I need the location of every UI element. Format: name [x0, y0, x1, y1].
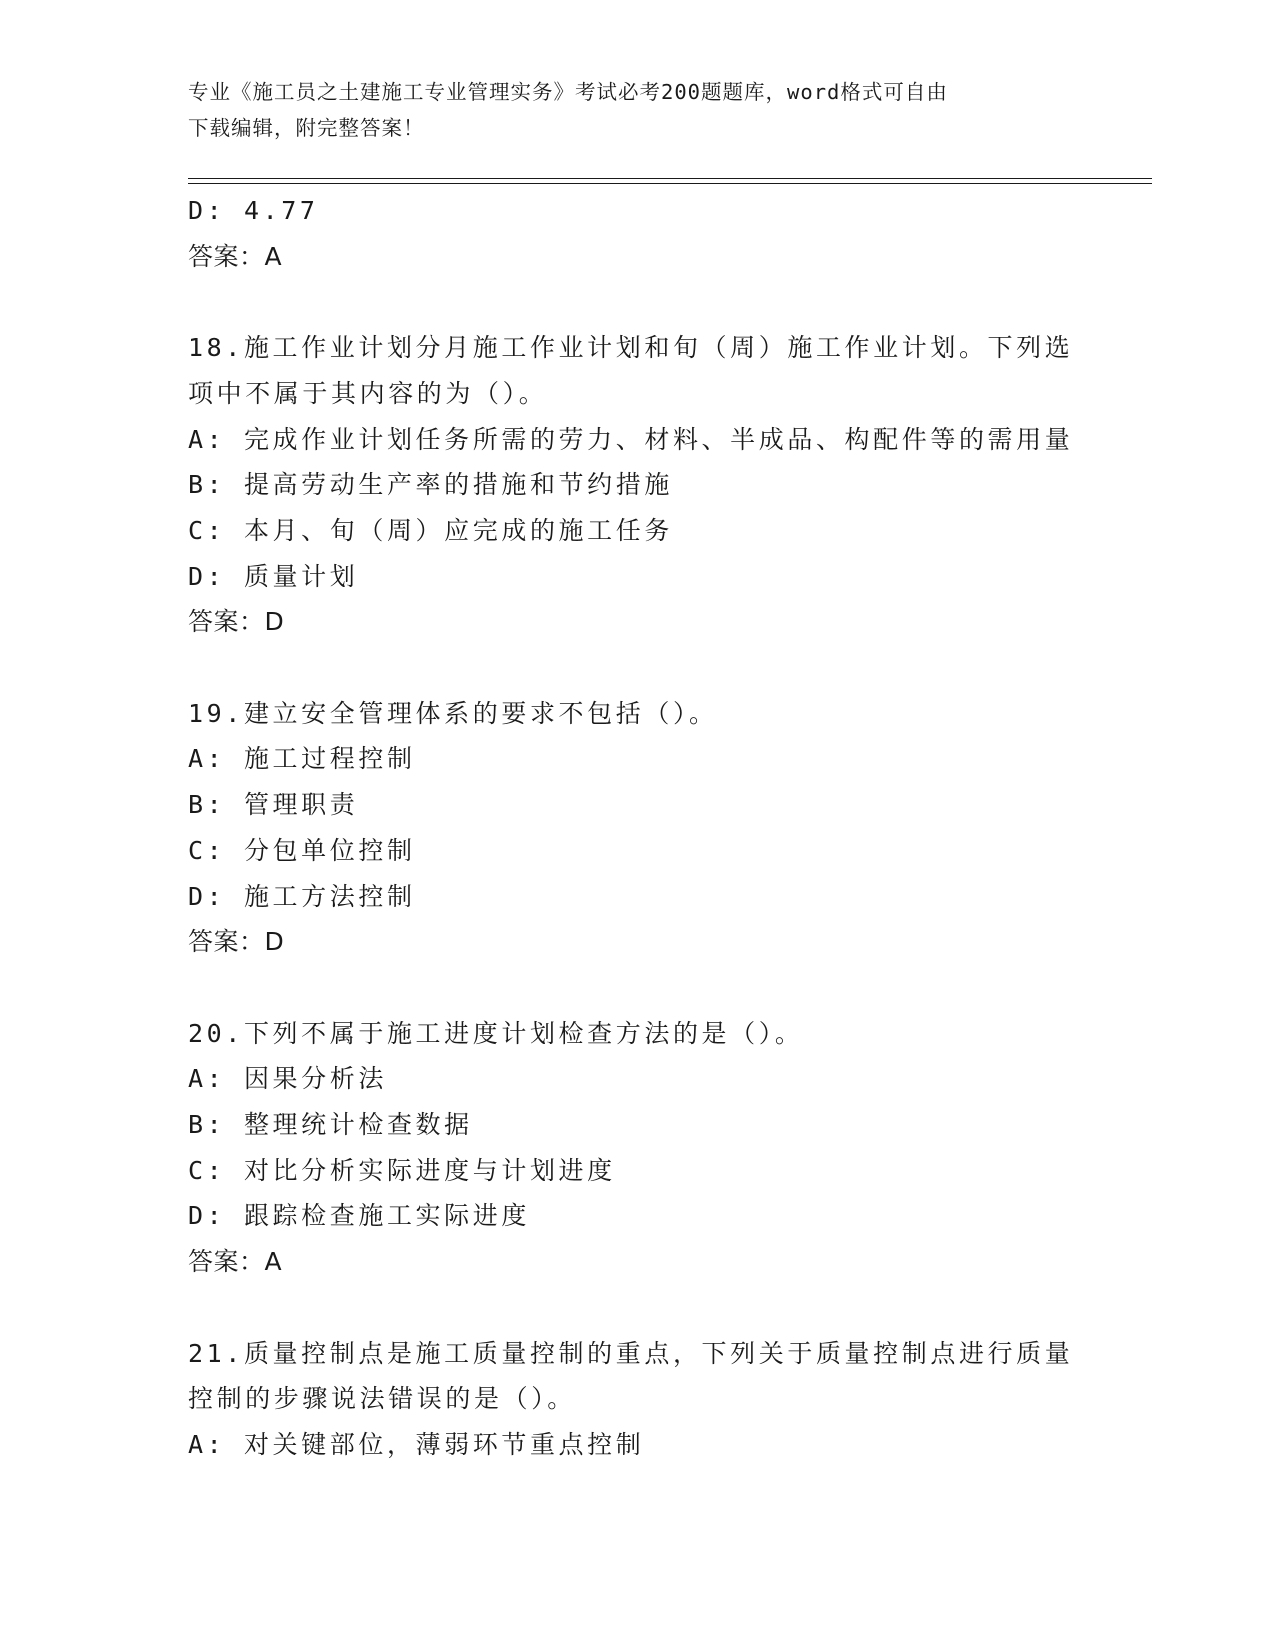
blank-line	[188, 965, 1088, 1011]
page-header	[188, 74, 1088, 146]
header-line-2: 下载编辑，附完整答案！	[188, 116, 425, 140]
question-content	[188, 188, 1088, 1468]
option-b: B: 整理统计检查数据	[188, 1110, 473, 1140]
option-a: A: 对关键部位，薄弱环节重点控制	[188, 1429, 645, 1459]
option-d: D: 施工方法控制	[188, 881, 416, 911]
answer-line: 答案：A	[188, 241, 283, 271]
question-stem: 18.施工作业计划分月施工作业计划和旬（周）施工作业计划。下列选	[188, 333, 1074, 363]
option-c: C: 对比分析实际进度与计划进度	[188, 1155, 616, 1185]
question-21	[188, 1331, 1088, 1468]
answer-line: 答案：A	[188, 1247, 283, 1277]
option-b: B: 提高劳动生产率的措施和节约措施	[188, 470, 673, 500]
option-c: C: 本月、旬（周）应完成的施工任务	[188, 515, 673, 545]
question-19	[188, 691, 1088, 965]
question-stem: 19.建立安全管理体系的要求不包括（）。	[188, 698, 718, 728]
question-18	[188, 325, 1088, 645]
question-20	[188, 1011, 1088, 1285]
option-d: D: 4.77	[188, 196, 319, 225]
header-line-1: 专业《施工员之土建施工专业管理实务》考试必考200题题库，word格式可自由	[188, 80, 948, 104]
answer-line: 答案：D	[188, 927, 285, 957]
blank-line	[188, 279, 1088, 325]
option-c: C: 分包单位控制	[188, 835, 416, 865]
option-a: A: 施工过程控制	[188, 744, 416, 774]
option-a: A: 完成作业计划任务所需的劳力、材料、半成品、构配件等的需用量	[188, 424, 1074, 454]
answer-line: 答案：D	[188, 607, 285, 637]
question-stem-continued: 项中不属于其内容的为（）。	[188, 378, 548, 408]
blank-line	[188, 645, 1088, 691]
option-a: A: 因果分析法	[188, 1064, 387, 1094]
question-stem: 20.下列不属于施工进度计划检查方法的是（）。	[188, 1018, 804, 1048]
blank-line	[188, 1285, 1088, 1331]
option-d: D: 质量计划	[188, 561, 359, 591]
question-stem-continued: 控制的步骤说法错误的是（）。	[188, 1384, 576, 1414]
option-d: D: 跟踪检查施工实际进度	[188, 1201, 530, 1231]
option-b: B: 管理职责	[188, 790, 359, 820]
header-rule-bottom	[188, 183, 1152, 184]
header-rule-top	[188, 178, 1152, 179]
question-stem: 21.质量控制点是施工质量控制的重点，下列关于质量控制点进行质量	[188, 1338, 1074, 1368]
